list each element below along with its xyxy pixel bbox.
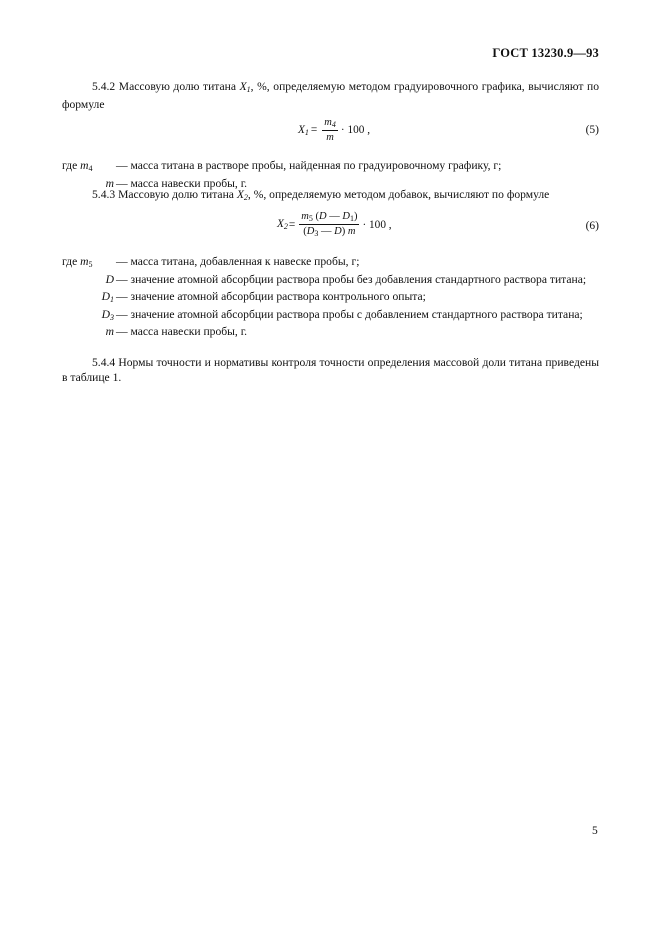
symbol-subscript: 4 [88, 164, 93, 173]
formula-fraction [322, 117, 338, 143]
equation-number-5: (5) [585, 124, 599, 136]
definition-row [62, 290, 599, 308]
definition-symbol [62, 273, 116, 291]
formula-6-body [277, 211, 392, 238]
formula-lhs-subscript: 1 [304, 127, 309, 137]
denominator-d: D [334, 226, 342, 237]
definition-symbol [62, 308, 116, 326]
fraction-denominator: m [326, 132, 334, 143]
equals-sign: = [288, 218, 296, 231]
numerator-d: D [319, 211, 327, 222]
definition-text: — значение атомной абсорбции раствора контрольного опыта; [116, 290, 426, 303]
definitions-list-2 [62, 255, 599, 343]
definition-symbol [62, 159, 116, 177]
paragraph-5-4-3 [62, 188, 599, 206]
symbol-subscript: 1 [110, 295, 114, 304]
paragraph-5-4-4: 5.4.4 Нормы точности и нормативы контроля точности определения массовой доли титана приведены в таблице 1. [62, 356, 599, 384]
formula-lhs-symbol: X [298, 123, 305, 136]
numerator-subscript: 4 [331, 120, 336, 129]
paragraph-5-4-2 [62, 80, 599, 112]
definition-row [62, 325, 599, 343]
minus-sign: — [318, 226, 335, 237]
fraction-numerator [322, 117, 338, 131]
definition-text: — масса титана в растворе пробы, найденная по градуировочному графику, г; [116, 159, 502, 172]
formula-lhs-symbol: X [277, 218, 284, 230]
paragraph-text-part: 5.4.3 Массовую долю титана [92, 188, 237, 201]
formula-lhs-subscript: 2 [283, 222, 288, 231]
symbol-wrapper [62, 290, 116, 308]
definition-row [62, 308, 599, 326]
paragraph-text-part: , %, определяемую методом добавок, вычисляют по формуле [247, 188, 550, 201]
formula-fraction [299, 211, 359, 238]
paragraph-text-part: , %, определяемую методом градуировочного графика, вычисляют по формуле [62, 80, 600, 111]
denominator-d3-subscript: 3 [314, 229, 319, 238]
formula-6 [0, 211, 661, 245]
symbol-subscript: 5 [88, 260, 93, 269]
symbol-letter: D [105, 272, 114, 286]
paren-close: ) [353, 211, 358, 222]
definition-symbol [62, 325, 116, 343]
document-code-header: ГОСТ 13230.9—93 [492, 46, 599, 60]
denominator-m: m [347, 226, 356, 237]
definition-text: — значение атомной абсорбции раствора пробы с добавлением стандартного раствора титана; [116, 307, 583, 321]
minus-sign: — [326, 211, 343, 222]
equals-sign: = [310, 124, 318, 136]
variable-x2 [237, 188, 248, 201]
symbol-subscript: 3 [110, 312, 114, 322]
where-word: где [62, 159, 78, 172]
numerator-d1: D [342, 211, 350, 222]
formula-tail: · 100 , [362, 218, 392, 231]
symbol-letter: m [80, 255, 89, 268]
numerator-m: m [301, 211, 309, 222]
variable-x1 [240, 80, 251, 93]
variable-subscript: 2 [243, 193, 248, 202]
variable-symbol: X [239, 80, 247, 93]
symbol-letter: m [105, 176, 114, 190]
formula-tail: · 100 , [340, 124, 371, 136]
numerator-d1-subscript: 1 [349, 214, 354, 223]
definition-text: — масса навески пробы, г. [116, 176, 248, 190]
symbol-wrapper [62, 325, 116, 343]
page-number: 5 [592, 825, 598, 837]
symbol-letter: D [101, 290, 110, 303]
definition-text: — значение атомной абсорбции раствора пробы без добавления стандартного раствора титана; [116, 272, 587, 286]
definition-symbol [62, 255, 116, 273]
definition-symbol [62, 290, 116, 308]
variable-subscript: 1 [246, 85, 251, 94]
where-word: где [62, 255, 78, 268]
definition-text: — масса титана, добавленная к навеске пробы, г; [116, 255, 360, 268]
variable-symbol: X [236, 188, 244, 201]
paren-close: ) [341, 226, 348, 237]
definition-row [62, 255, 599, 273]
formula-5 [0, 117, 661, 147]
paren-open: ( [303, 226, 307, 237]
formula-lhs [298, 124, 309, 137]
fraction-denominator [301, 225, 357, 238]
definition-text: — масса навески пробы, г. [116, 325, 248, 338]
formula-5-body [298, 117, 370, 143]
fraction-numerator [299, 211, 359, 225]
equation-number-6: (6) [585, 220, 599, 232]
formula-lhs [277, 218, 288, 231]
numerator-m-subscript: 5 [308, 214, 313, 223]
numerator-symbol: m [324, 117, 332, 128]
symbol-letter: m [105, 325, 114, 338]
definition-row [62, 273, 599, 291]
definition-row [62, 159, 599, 177]
symbol-letter: m [80, 159, 89, 172]
symbol-letter: D [101, 307, 110, 321]
denominator-d3: D [306, 226, 315, 237]
paragraph-text-part: 5.4.2 Массовую долю титана [92, 80, 240, 93]
symbol-wrapper [62, 308, 116, 326]
symbol-wrapper [62, 273, 116, 291]
paren-open: ( [312, 211, 319, 222]
